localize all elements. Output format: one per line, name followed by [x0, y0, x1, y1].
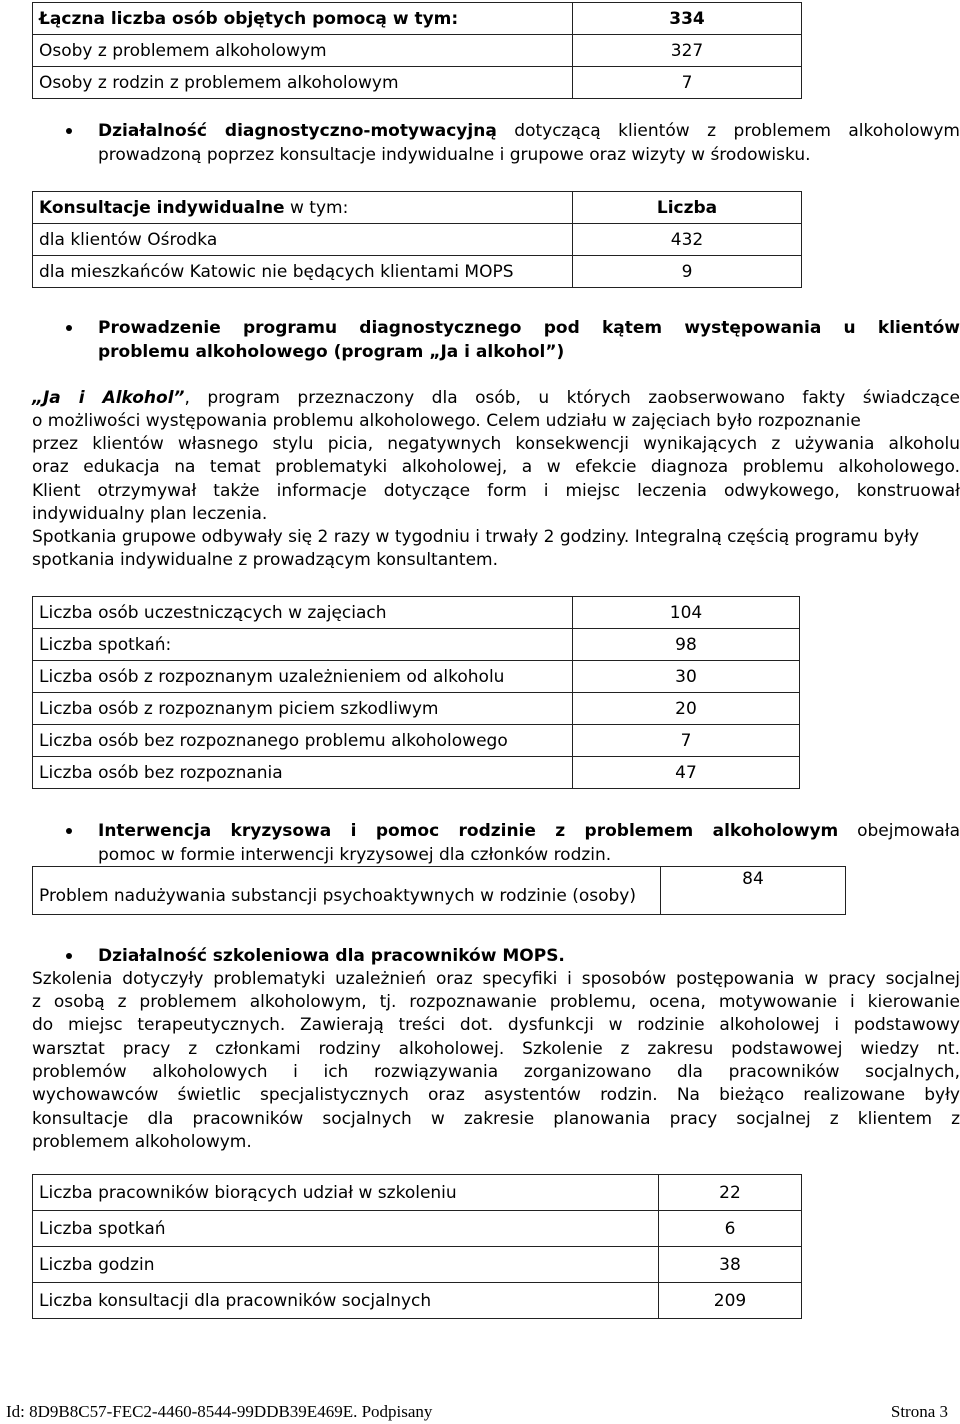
table-row [33, 629, 800, 661]
paragraph-line: indywidualny plan leczenia. [32, 504, 268, 524]
table-cell-value: 209 [659, 1283, 802, 1319]
footer-page-number: Strona 3 [890, 1402, 948, 1421]
table-row [33, 693, 800, 725]
table-cell-value: 7 [573, 67, 802, 99]
table-cell-value: 20 [573, 693, 800, 725]
table-cell-value: 30 [573, 661, 800, 693]
table-cell-label: Liczba spotkań [33, 1211, 659, 1247]
table-header-row [33, 192, 802, 224]
bullet-icon [66, 325, 72, 331]
table-cell-value: 84 [661, 867, 846, 915]
table-row [33, 661, 800, 693]
table-row [33, 1175, 802, 1211]
paragraph-line: przez klientów własnego stylu picia, negatywnych konsekwencji wynikających z używania alkoholu [32, 434, 960, 454]
program-stats-table [32, 596, 800, 789]
summary-table [32, 2, 802, 99]
section-diagnostic-text: prowadzoną poprzez konsultacje indywidualne i grupowe oraz wizyty w środowisku. [98, 145, 811, 165]
paragraph-line: „Ja i Alkohol”, program przeznaczony dla osób, u których zaobserwowano fakty świadczące [32, 388, 960, 408]
paragraph-line: warsztat pracy z członkami rodziny alkoholowej. Szkolenie z zakresu podstawowej wiedzy nt. [32, 1039, 960, 1059]
table-cell-label: Liczba konsultacji dla pracowników socjalnych [33, 1283, 659, 1319]
table-cell-value: 9 [573, 256, 802, 288]
paragraph-line: Szkolenia dotyczyły problematyki uzależnień oraz specyfiki i sposobów postępowania w pracy socjalnej [32, 969, 960, 989]
paragraph-line: problemów alkoholowych i ich rozwiązywania zorganizowano dla pracowników socjalnych, [32, 1062, 960, 1082]
table-row [33, 757, 800, 789]
substance-table [32, 866, 846, 915]
bullet-icon [66, 128, 72, 134]
table-cell-label: Liczba pracowników biorących udział w szkoleniu [33, 1175, 659, 1211]
table-cell-label: dla mieszkańców Katowic nie będących klientami MOPS [33, 256, 573, 288]
table-cell-value: 7 [573, 725, 800, 757]
table-cell-label: Osoby z rodzin z problemem alkoholowym [33, 67, 573, 99]
table-cell-label: Liczba osób z rozpoznanym piciem szkodliwym [33, 693, 573, 725]
paragraph-line: o możliwości występowania problemu alkoholowego. Celem udziału w zajęciach było rozpoznanie [32, 411, 861, 431]
table-cell-label: Liczba osób bez rozpoznania [33, 757, 573, 789]
table-cell-value: 334 [573, 3, 802, 35]
table-cell-label: dla klientów Ośrodka [33, 224, 573, 256]
table-row [33, 867, 846, 915]
table-cell-label: Liczba osób bez rozpoznanego problemu alkoholowego [33, 725, 573, 757]
paragraph-line: Spotkania grupowe odbywały się 2 razy w tygodniu i trwały 2 godziny. Integralną częścią programu były [32, 527, 920, 547]
paragraph-line: konsultacje dla pracowników socjalnych w zakresie planowania pracy socjalnej z klientem z [32, 1109, 960, 1129]
consultations-table [32, 191, 802, 288]
table-cell-label: Problem nadużywania substancji psychoaktywnych w rodzinie (osoby) [33, 867, 661, 915]
paragraph-line: problemem alkoholowym. [32, 1132, 252, 1152]
section-intervention-heading: Interwencja kryzysowa i pomoc rodzinie z problemem alkoholowym obejmowała [98, 821, 960, 841]
table-row [33, 1283, 802, 1319]
table-cell-label: Liczba osób z rozpoznanym uzależnieniem od alkoholu [33, 661, 573, 693]
table-cell-value: 47 [573, 757, 800, 789]
footer-document-id: Id: 8D9B8C57-FEC2-4460-8544-99DDB39E469E. Podpisany [6, 1402, 433, 1421]
table-cell-label: Liczba osób uczestniczących w zajęciach [33, 597, 573, 629]
table-row [33, 256, 802, 288]
table-row [33, 3, 802, 35]
table-header-value: Liczba [573, 192, 802, 224]
table-cell-label: Liczba spotkań: [33, 629, 573, 661]
section-program-heading: Prowadzenie programu diagnostycznego pod kątem występowania u klientów [98, 318, 960, 338]
table-header-label: Konsultacje indywidualne w tym: [33, 192, 573, 224]
table-row [33, 1211, 802, 1247]
paragraph-line: oraz edukacja na temat problematyki alkoholowej, a w efekcie diagnoza problemu alkoholowego. [32, 457, 960, 477]
paragraph-line: wychowawców świetlic specjalistycznych oraz asystentów rodzin. Na bieżąco realizowane były [32, 1085, 960, 1105]
table-cell-value: 104 [573, 597, 800, 629]
table-cell-value: 22 [659, 1175, 802, 1211]
table-cell-label: Łączna liczba osób objętych pomocą w tym: [33, 3, 573, 35]
section-diagnostic-heading: Działalność diagnostyczno-motywacyjną dotyczącą klientów z problemem alkoholowym [98, 121, 960, 141]
table-row [33, 67, 802, 99]
table-row [33, 1247, 802, 1283]
table-cell-value: 6 [659, 1211, 802, 1247]
table-row [33, 597, 800, 629]
table-row [33, 224, 802, 256]
section-program-heading-cont: problemu alkoholowego (program „Ja i alkohol”) [98, 342, 565, 362]
paragraph-line: spotkania indywidualne z prowadzącym konsultantem. [32, 550, 498, 570]
table-cell-value: 98 [573, 629, 800, 661]
table-row [33, 35, 802, 67]
training-stats-table [32, 1174, 802, 1319]
paragraph-line: do miejsc terapeutycznych. Zawierają treści dot. dysfunkcji w rodzinie alkoholowej i podstawowy [32, 1015, 960, 1035]
section-intervention-text: pomoc w formie interwencji kryzysowej dla członków rodzin. [98, 845, 612, 865]
paragraph-line: Klient otrzymywał także informacje dotyczące form i miejsc leczenia odwykowego, konstruował [32, 481, 960, 501]
paragraph-line: z osobą z problemem alkoholowym, tj. rozpoznawanie problemu, ocena, motywowanie i kierowanie [32, 992, 960, 1012]
table-row [33, 725, 800, 757]
bullet-icon [66, 828, 72, 834]
table-cell-value: 38 [659, 1247, 802, 1283]
table-cell-value: 432 [573, 224, 802, 256]
section-training-heading: Działalność szkoleniowa dla pracowników MOPS. [98, 946, 565, 966]
table-cell-value: 327 [573, 35, 802, 67]
table-cell-label: Liczba godzin [33, 1247, 659, 1283]
table-cell-label: Osoby z problemem alkoholowym [33, 35, 573, 67]
bullet-icon [66, 953, 72, 959]
